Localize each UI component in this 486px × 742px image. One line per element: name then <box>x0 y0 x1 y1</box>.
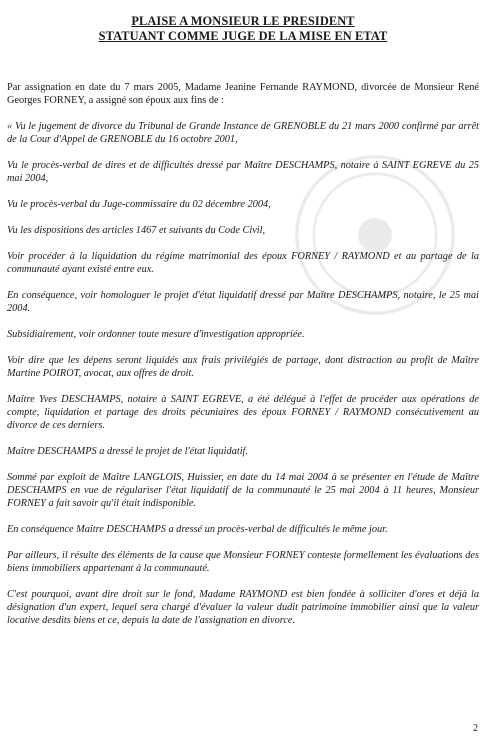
paragraph: Par assignation en date du 7 mars 2005, Madame Jeanine Fernande RAYMOND, divorcée de Monsieur René Georges FORNEY, a assigné son époux aux fins de : <box>7 82 479 106</box>
paragraph: « Vu le jugement de divorce du Tribunal de Grande Instance de GRENOBLE du 21 mars 2000 confirmé par arrêt de la Cour d'Appel de GRENOBLE du 16 octobre 2001, <box>7 121 479 145</box>
page-number: 2 <box>473 723 478 734</box>
paragraph: Par ailleurs, il résulte des éléments de la cause que Monsieur FORNEY conteste formellement les évaluations des biens immobiliers appartenant à la communauté. <box>7 550 479 574</box>
paragraph: Vu le procès-verbal de dires et de difficultés dressé par Maître DESCHAMPS, notaire à SAINT EGREVE du 25 mai 2004, <box>7 160 479 184</box>
paragraph: C'est pourquoi, avant dire droit sur le fond, Madame RAYMOND est bien fondée à solliciter d'ores et déjà la désignation d'un expert, lequel sera chargé d'évaluer la valeur dudit patrimoine immobilier ainsi que la valeur locative desdits biens et ce, depuis la date de l'assignation en divorce. <box>7 589 479 626</box>
paragraph: Voir dire que les dépens seront liquidés aux frais privilégiés de partage, dont distraction au profit de Maître Martine POIROT, avocat, aux offres de droit. <box>7 355 479 379</box>
paragraph: Sommé par exploit de Maître LANGLOIS, Huissier, en date du 14 mai 2004 à se présenter en l'étude de Maître DESCHAMPS en vue de régulariser l'état liquidatif de la communauté le 25 mai 2004 à 11 heures, Monsieur FORNEY a fait savoir qu'il était indisponible. <box>7 472 479 509</box>
page-title-line-2: STATUANT COMME JUGE DE LA MISE EN ETAT <box>98 29 388 43</box>
paragraph: En conséquence, voir homologuer le projet d'état liquidatif dressé par Maître DESCHAMPS, notaire, le 25 mai 2004. <box>7 290 479 314</box>
paragraph: Vu les dispositions des articles 1467 et suivants du Code Civil, <box>7 225 266 236</box>
page-title-line-1: PLAISE A MONSIEUR LE PRESIDENT <box>131 14 355 28</box>
paragraph: Maître DESCHAMPS a dressé le projet de l'état liquidatif. <box>7 446 248 457</box>
paragraph: En conséquence Maître DESCHAMPS a dressé un procès-verbal de difficultés le même jour. <box>7 524 388 535</box>
document-body <box>7 81 479 627</box>
paragraph: Subsidiairement, voir ordonner toute mesure d'investigation appropriée. <box>7 329 305 340</box>
paragraph: Vu le procès-verbal du Juge-commissaire du 02 décembre 2004, <box>7 199 271 210</box>
paragraph: Voir procéder à la liquidation du régime matrimonial des époux FORNEY / RAYMOND et au partage de la communauté ayant existé entre eux. <box>7 251 479 275</box>
paragraph: Maître Yves DESCHAMPS, notaire à SAINT EGREVE, a été délégué à l'effet de procéder aux opérations de compte, liquidation et partage des droits pécuniaires des époux FORNEY / RAYMOND consécutivement au divorce de ces derniers. <box>7 394 479 431</box>
